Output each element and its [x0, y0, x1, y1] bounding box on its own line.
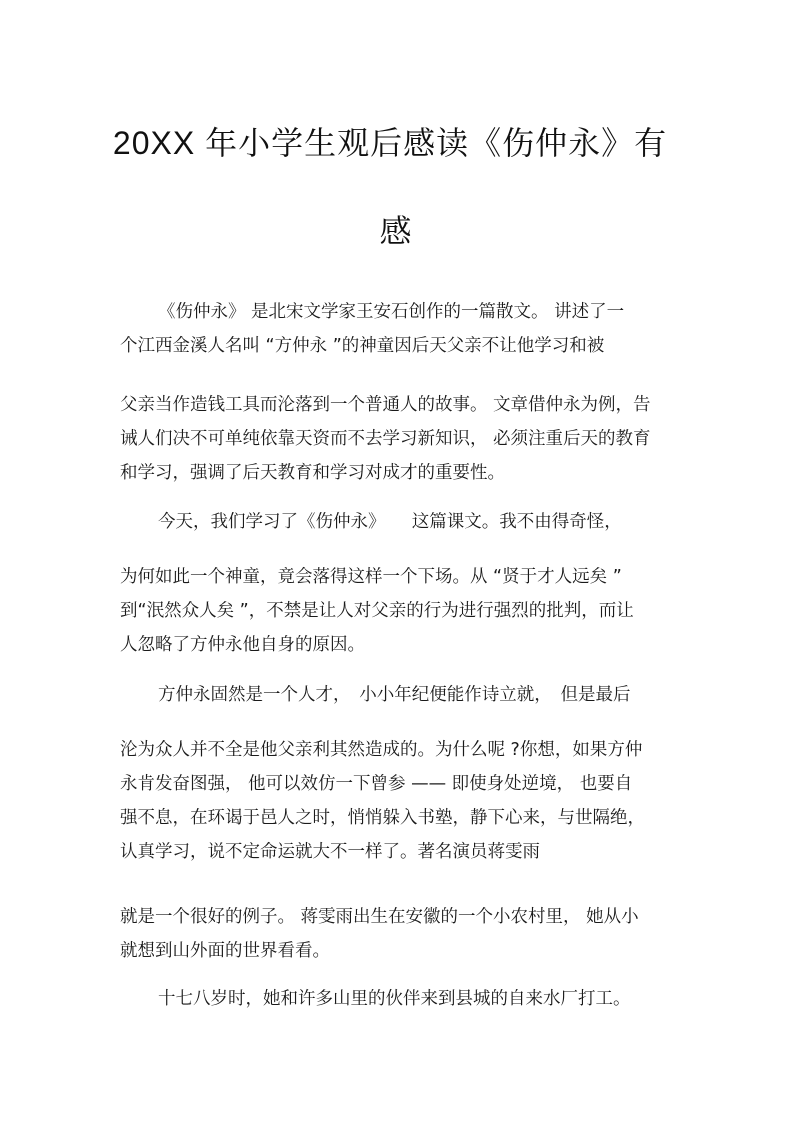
- body-line: 方仲永固然是一个人才， 小小年纪便能作诗立就， 但是最后: [158, 685, 631, 705]
- body-line: 父亲当作造钱工具而沦落到一个普通人的故事。 文章借仲永为例，告: [120, 395, 651, 415]
- body-line: 十七八岁时，她和许多山里的伙伴来到县城的自来水厂打工。: [158, 989, 631, 1009]
- body-line: 到“泯然众人矣 ”，不禁是让人对父亲的行为进行强烈的批判，而让: [120, 601, 634, 621]
- body-line: 个江西金溪人名叫 “方仲永 ”的神童因后天父亲不让他学习和被: [120, 336, 605, 356]
- document-title-line-1: 20XX 年小学生观后感读《伤仲永》有: [112, 125, 668, 161]
- body-line: 永肯发奋图强， 他可以效仿一下曾参 —— 即使身处逆境， 也要自: [120, 774, 633, 794]
- document-title-line-2: 感: [379, 213, 413, 249]
- body-line: 人忽略了方仲永他自身的原因。: [120, 635, 365, 655]
- body-line: 就是一个很好的例子。 蒋雯雨出生在安徽的一个小农村里， 她从小: [120, 907, 639, 927]
- body-line: 诫人们决不可单纯依靠天资而不去学习新知识， 必须注重后天的教育: [120, 429, 651, 449]
- body-line: 今天，我们学习了《伤仲永》 这篇课文。我不由得奇怪，: [158, 512, 622, 532]
- body-line: 强不息，在环谒于邑人之时，悄悄躲入书塾，静下心来，与世隔绝，: [120, 808, 645, 828]
- body-line: 认真学习，说不定命运就大不一样了。著名演员蒋雯雨: [120, 842, 540, 862]
- body-line: 沦为众人并不全是他父亲利其然造成的。为什么呢 ?你想，如果方仲: [120, 740, 643, 760]
- body-line: 为何如此一个神童，竟会落得这样一个下场。从 “贤于才人远矣 ”: [120, 567, 622, 587]
- body-line: 《伤仲永》 是北宋文学家王安石创作的一篇散文。 讲述了一: [158, 302, 625, 322]
- body-line: 和学习，强调了后天教育和学习对成才的重要性。: [120, 463, 505, 483]
- body-line: 就想到山外面的世界看看。: [120, 941, 330, 961]
